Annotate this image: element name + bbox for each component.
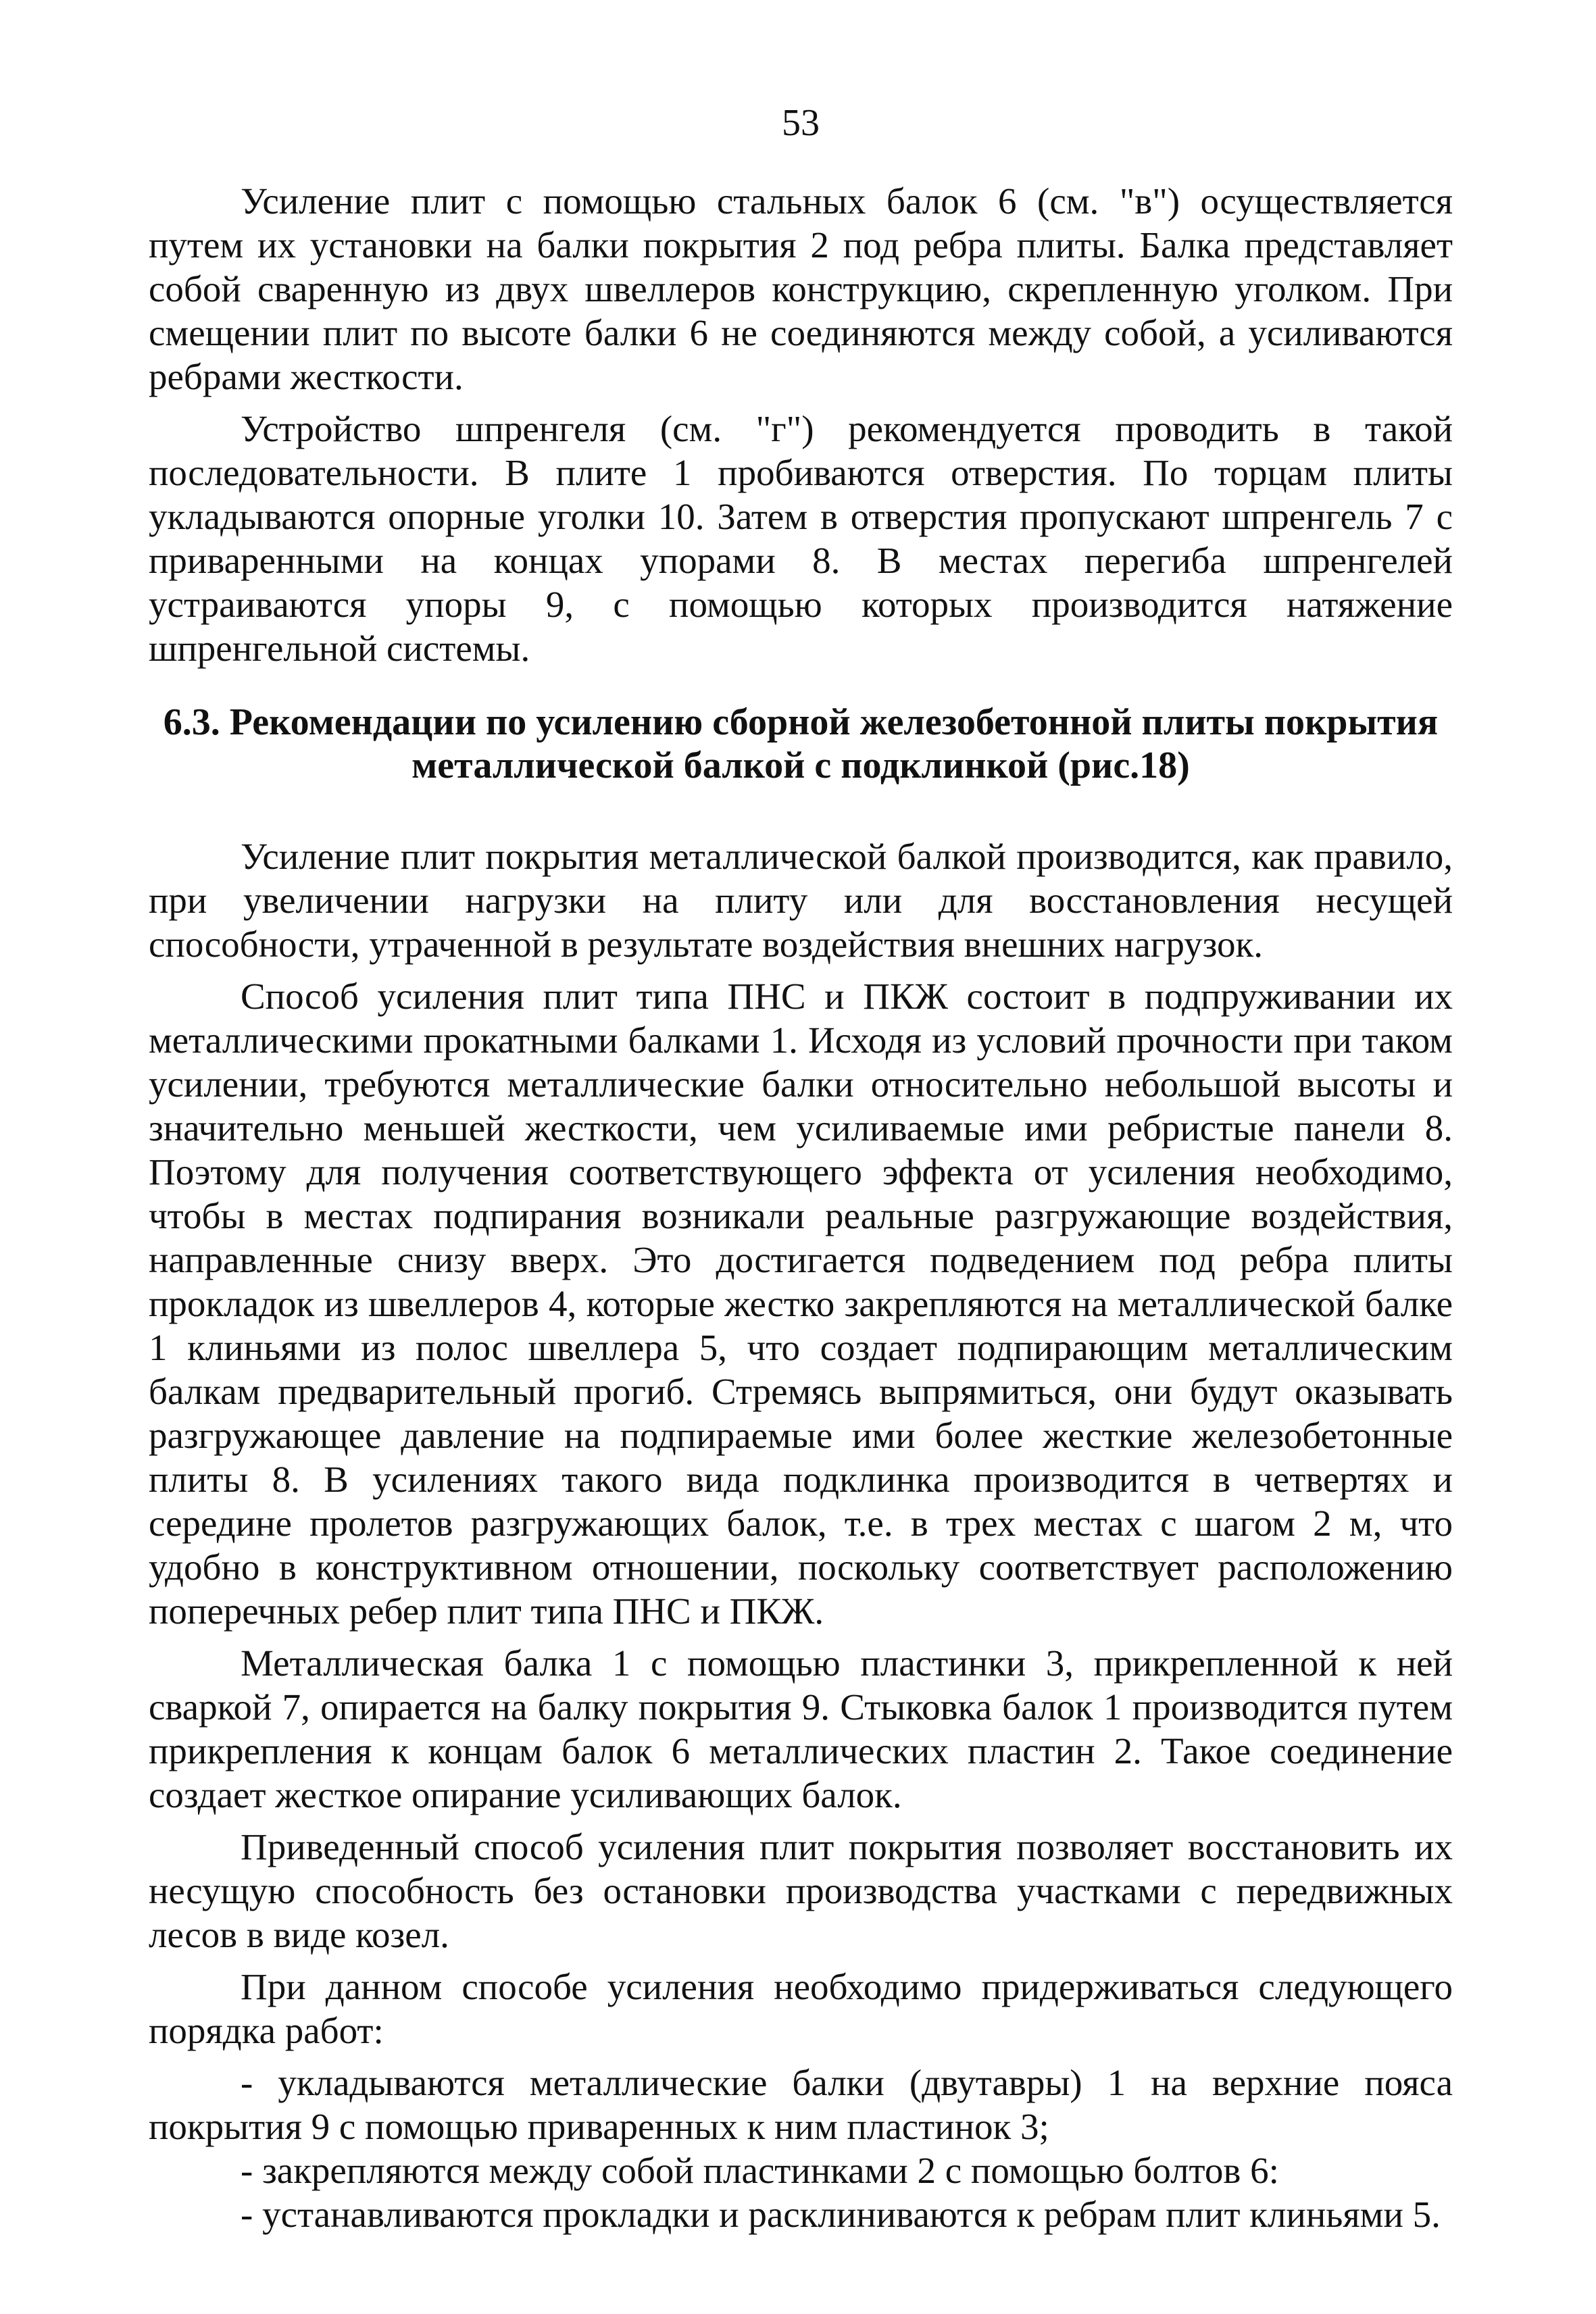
list-item-2: - закрепляются между собой пластинками 2 с помощью болтов 6: [241,2150,1279,2191]
paragraph-work-order: При данном способе усиления необходимо придерживаться следующего порядка работ: [149,1966,1453,2051]
page-number: 53 [782,102,820,144]
list-item-3: - устанавливаются прокладки и расклиниваются к ребрам плит клиньями 5. [241,2194,1441,2235]
paragraph-method: Способ усиления плит типа ПНС и ПКЖ состоит в подпруживании их металлическими прокатными балками 1. Исходя из условий прочности при таком усилении, требуются металлические балки относительно небольшой высоты и значительно меньшей жесткости, чем усиливаемые ими ребристые панели 8. Поэтому для получения соответствующего эффекта от усиления необходимо, чтобы в местах подпирания возникали реальные разгружающие воздействия, направленные снизу вверх. Это достигается подведением под ребра плиты прокладок из швеллеров 4, которые жестко закрепляются на металлической балке 1 клиньями из полос швеллера 5, что создает подпирающим металлическим балкам предварительный прогиб. Стремясь выпрямиться, они будут оказывать разгружающее давление на подпираемые ими более жесткие железобетонные плиты 8. В усилениях такого вида подклинка производится в четвертях и середине пролетов разгружающих балок, т.е. в трех местах с шагом 2 м, что удобно в конструктивном отношении, поскольку соответствует расположению поперечных ребер плит типа ПНС и ПКЖ. [149,976,1453,1632]
section-heading-line-2: металлической балкой с подклинкой (рис.18) [412,745,1190,786]
list-item-1: - укладываются металлические балки (двутавры) 1 на верхние пояса покрытия 9 с помощью приваренных к ним пластинок 3; [149,2062,1453,2147]
paragraph-steel-beams: Усиление плит с помощью стальных балок 6 (см. "в") осуществляется путем их установки на балки покрытия 2 под ребра плиты. Балка представляет собой сваренную из двух швеллеров конструкцию, скрепленную уголком. При смещении плит по высоте балки 6 не соединяются между собой, а усиливаются ребрами жесткости. [149,180,1453,397]
paragraph-beam-support: Металлическая балка 1 с помощью пластинки 3, прикрепленной к ней сваркой 7, опирается на балку покрытия 9. Стыковка балок 1 производится путем прикрепления к концам балок 6 металлических пластин 2. Такое соединение создает жесткое опирание усиливающих балок. [149,1642,1453,1815]
document-page [149,101,1453,2236]
paragraph-advantage: Приведенный способ усиления плит покрытия позволяет восстановить их несущую способность без остановки производства участками с передвижных лесов в виде козел. [149,1826,1453,1955]
section-heading-line-1: 6.3. Рекомендации по усилению сборной железобетонной плиты покрытия [163,701,1439,743]
paragraph-intro: Усиление плит покрытия металлической балкой производится, как правило, при увеличении нагрузки на плиту или для восстановления несущей способности, утраченной в результате воздействия внешних нагрузок. [149,836,1453,965]
section-heading [149,701,1453,787]
paragraph-sprengel: Устройство шпренгеля (см. "г") рекомендуется проводить в такой последовательности. В плите 1 пробиваются отверстия. По торцам плиты укладываются опорные уголки 10. Затем в отверстия пропускают шпренгель 7 с приваренными на концах упорами 8. В местах перегиба шпренгелей устраиваются упоры 9, с помощью которых производится натяжение шпренгельной системы. [149,408,1453,669]
